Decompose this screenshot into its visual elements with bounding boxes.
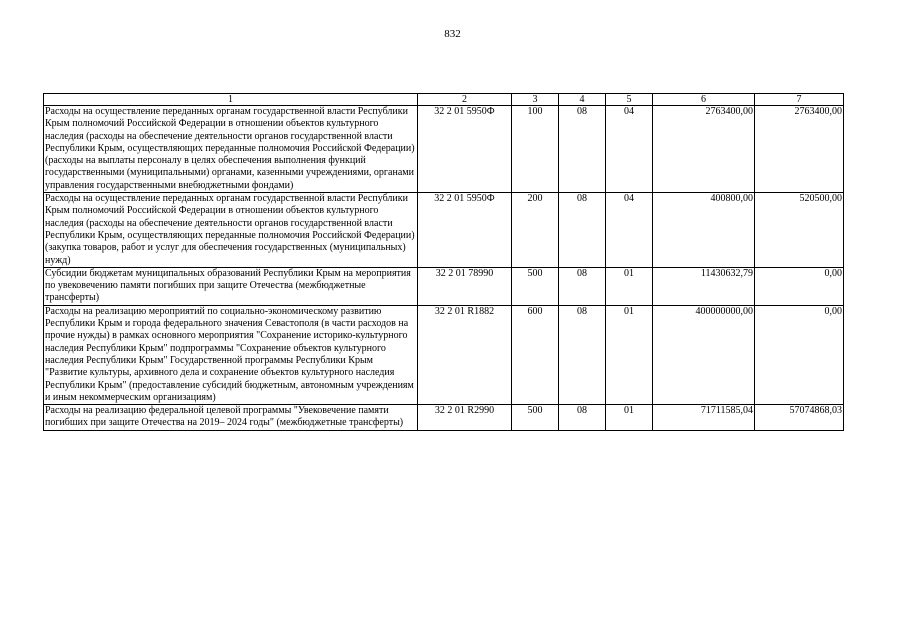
section-cell: 08 [559, 193, 606, 268]
column-header-3: 3 [512, 94, 559, 106]
table-row [44, 106, 844, 193]
amount-col6-cell: 2763400,00 [653, 106, 755, 193]
column-header-1: 1 [44, 94, 418, 106]
expense-type-cell: 200 [512, 193, 559, 268]
expense-type-cell: 600 [512, 305, 559, 404]
expense-type-cell: 500 [512, 405, 559, 431]
expense-type-cell: 500 [512, 267, 559, 305]
expense-type-cell: 100 [512, 106, 559, 193]
target-code-cell: 32 2 01 5950Ф [418, 106, 512, 193]
amount-col7-cell: 57074868,03 [755, 405, 844, 431]
section-cell: 08 [559, 405, 606, 431]
amount-col7-cell: 520500,00 [755, 193, 844, 268]
expense-name-cell: Расходы на осуществление переданных органам государственной власти Республики Крым полномочий Российской Федерации в отношении объектов культурного наследия (расходы на обеспечение деятельности органов государственной власти Республики Крым, осуществляющих переданные полномочия Российской Федерации) (расходы на выплаты персоналу в целях обеспечения выполнения функций государственными (муниципальными) органами, казенными учреждениями, органами управления государственными внебюджетными фондами) [44, 106, 418, 193]
column-header-2: 2 [418, 94, 512, 106]
section-cell: 08 [559, 267, 606, 305]
header-row [44, 94, 844, 106]
column-header-7: 7 [755, 94, 844, 106]
subsection-cell: 04 [606, 106, 653, 193]
amount-col6-cell: 400800,00 [653, 193, 755, 268]
subsection-cell: 01 [606, 267, 653, 305]
target-code-cell: 32 2 01 R2990 [418, 405, 512, 431]
target-code-cell: 32 2 01 R1882 [418, 305, 512, 404]
amount-col7-cell: 0,00 [755, 267, 844, 305]
amount-col7-cell: 0,00 [755, 305, 844, 404]
amount-col6-cell: 71711585,04 [653, 405, 755, 431]
target-code-cell: 32 2 01 78990 [418, 267, 512, 305]
amount-col6-cell: 400000000,00 [653, 305, 755, 404]
table-row [44, 193, 844, 268]
table-row [44, 267, 844, 305]
subsection-cell: 01 [606, 405, 653, 431]
expense-name-cell: Расходы на осуществление переданных органам государственной власти Республики Крым полномочий Российской Федерации в отношении объектов культурного наследия (расходы на обеспечение деятельности органов государственной власти Республики Крым, осуществляющих переданные полномочия Российской Федерации) (закупка товаров, работ и услуг для обеспечения государственных (муниципальных) нужд) [44, 193, 418, 268]
expense-name-cell: Расходы на реализацию мероприятий по социально-экономическому развитию Республики Крым и города федерального значения Севастополя (в части расходов на прочие нужды) в рамках основного мероприятия "Сохранение историко-культурного наследия Республики Крым" подпрограммы "Сохранение объектов культурного наследия Республики Крым" Государственной программы Республики Крым "Развитие культуры, архивного дела и сохранение объектов культурного наследия Республики Крым" (предоставление субсидий бюджетным, автономным учреждениям и иным некоммерческим организациям) [44, 305, 418, 404]
table-row [44, 305, 844, 404]
amount-col6-cell: 11430632,79 [653, 267, 755, 305]
expense-name-cell: Субсидии бюджетам муниципальных образований Республики Крым на мероприятия по увековечению памяти погибших при защите Отечества (межбюджетные трансферты) [44, 267, 418, 305]
expense-name-cell: Расходы на реализацию федеральной целевой программы "Увековечение памяти погибших при защите Отечества на 2019– 2024 годы" (межбюджетные трансферты) [44, 405, 418, 431]
subsection-cell: 04 [606, 193, 653, 268]
subsection-cell: 01 [606, 305, 653, 404]
page-number: 832 [444, 28, 461, 40]
amount-col7-cell: 2763400,00 [755, 106, 844, 193]
column-header-5: 5 [606, 94, 653, 106]
section-cell: 08 [559, 106, 606, 193]
column-header-6: 6 [653, 94, 755, 106]
target-code-cell: 32 2 01 5950Ф [418, 193, 512, 268]
budget-table [43, 93, 844, 431]
table-row [44, 405, 844, 431]
section-cell: 08 [559, 305, 606, 404]
column-header-4: 4 [559, 94, 606, 106]
